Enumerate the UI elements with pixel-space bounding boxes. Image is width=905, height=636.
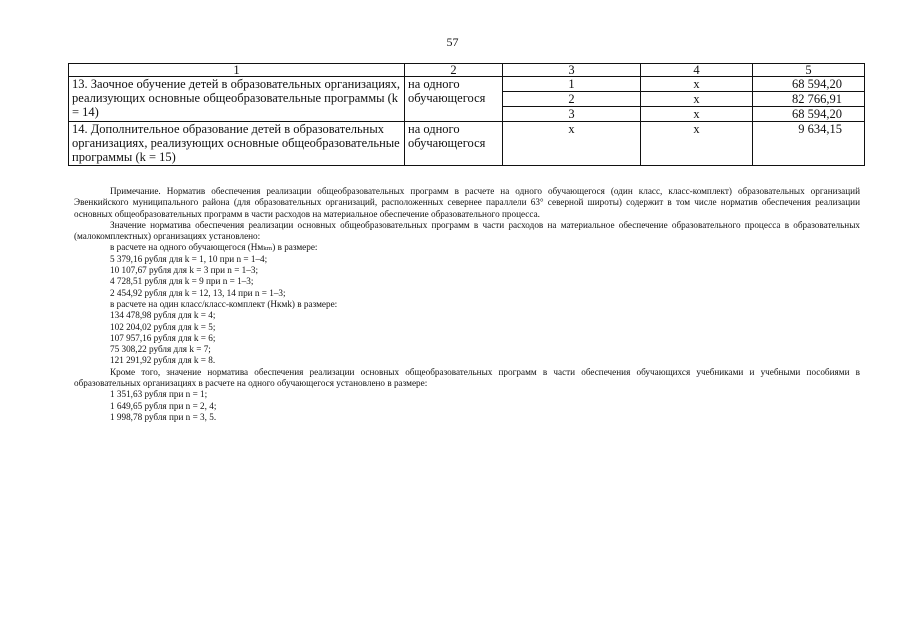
row-name: 14. Дополнительное образование детей в образовательных организациях, реализующих основные общеобразовательные программы (k = 15) [69, 122, 405, 166]
norms-table [68, 63, 865, 166]
value-cell: 68 594,20 [792, 107, 842, 121]
notes-section [74, 186, 860, 423]
sub-cell: 1 [503, 77, 640, 92]
note-line: 102 204,02 рубля для k = 5; [110, 321, 216, 332]
value-cell: 82 766,91 [753, 92, 864, 107]
note-paragraph: Примечание. Норматив обеспечения реализации общеобразовательных программ в расчете на одного обучающегося (один класс, класс-комплект) образовательных организаций Эвенкийского муниципального района (для образовательных организаций, расположенных севернее параллели 63° северной широты) содержит в том числе норматив обеспечения реализации основных общеобразовательных программ в части расходов на материальное обеспечение образовательного процесса. [74, 186, 860, 219]
note-line: 75 308,22 рубля для k = 7; [110, 344, 211, 355]
cell: x [641, 122, 753, 166]
note-line: 4 728,51 рубля для k = 9 при n = 1–3; [110, 276, 254, 287]
header-cell: 5 [753, 64, 865, 77]
sub-cell: 2 [503, 92, 640, 107]
sub-cell: x [641, 77, 752, 92]
note-line: 107 957,16 рубля для k = 6; [110, 332, 216, 343]
note-line: 1 351,63 рубля при n = 1; [110, 389, 208, 400]
note-line: 10 107,67 рубля для k = 3 при n = 1–3; [110, 265, 259, 276]
note-line: 134 478,98 рубля для k = 4; [110, 310, 216, 321]
header-cell: 2 [405, 64, 503, 77]
header-cell: 1 [69, 64, 405, 77]
cell: x [503, 122, 641, 166]
value-cell: 68 594,20 [753, 77, 864, 92]
sub-cell: 3 [568, 107, 575, 121]
table-header-row [69, 64, 865, 77]
note-line: в расчете на один класс/класс-комплект (Нкмk) в размере: [110, 298, 338, 309]
value-cell: 9 634,15 [753, 122, 865, 166]
note-line: в расчете на одного обучающегося (Нмₖₘ) в размере: [110, 242, 318, 253]
note-line: 2 454,92 рубля для k = 12, 13, 14 при n = 1–3; [110, 287, 286, 298]
note-line: 5 379,16 рубля для k = 1, 10 при n = 1–4; [110, 253, 268, 264]
note-line: 121 291,92 рубля для k = 8. [110, 355, 216, 366]
header-cell: 3 [503, 64, 641, 77]
table-row [69, 122, 865, 166]
page-number: 57 [446, 35, 459, 49]
sub-cell: x [693, 107, 700, 121]
row-unit: на одного обучающегося [405, 122, 503, 166]
table-row [69, 77, 865, 122]
note-line: 1 998,78 рубля при n = 3, 5. [110, 411, 217, 422]
sub-cell: x [641, 92, 752, 107]
note-line: 1 649,65 рубля при n = 2, 4; [110, 400, 217, 411]
note-paragraph: Значение норматива обеспечения реализации основных общеобразовательных программ в части расходов на материальное обеспечение образовательного процесса в образовательных (малокомплектных) организациях установлено: [74, 219, 860, 242]
row-unit: на одного обучающегося [405, 77, 503, 122]
note-paragraph: Кроме того, значение норматива обеспечения реализации основных общеобразовательных программ в части обеспечения обучающихся учебниками и учебными пособиями в образовательных организациях в расчете на одного обучающегося установлено в размере: [74, 366, 860, 389]
row-name: 13. Заочное обучение детей в образовательных организациях, реализующих основные общеобразовательные программы (k = 14) [69, 77, 405, 122]
header-cell: 4 [641, 64, 753, 77]
